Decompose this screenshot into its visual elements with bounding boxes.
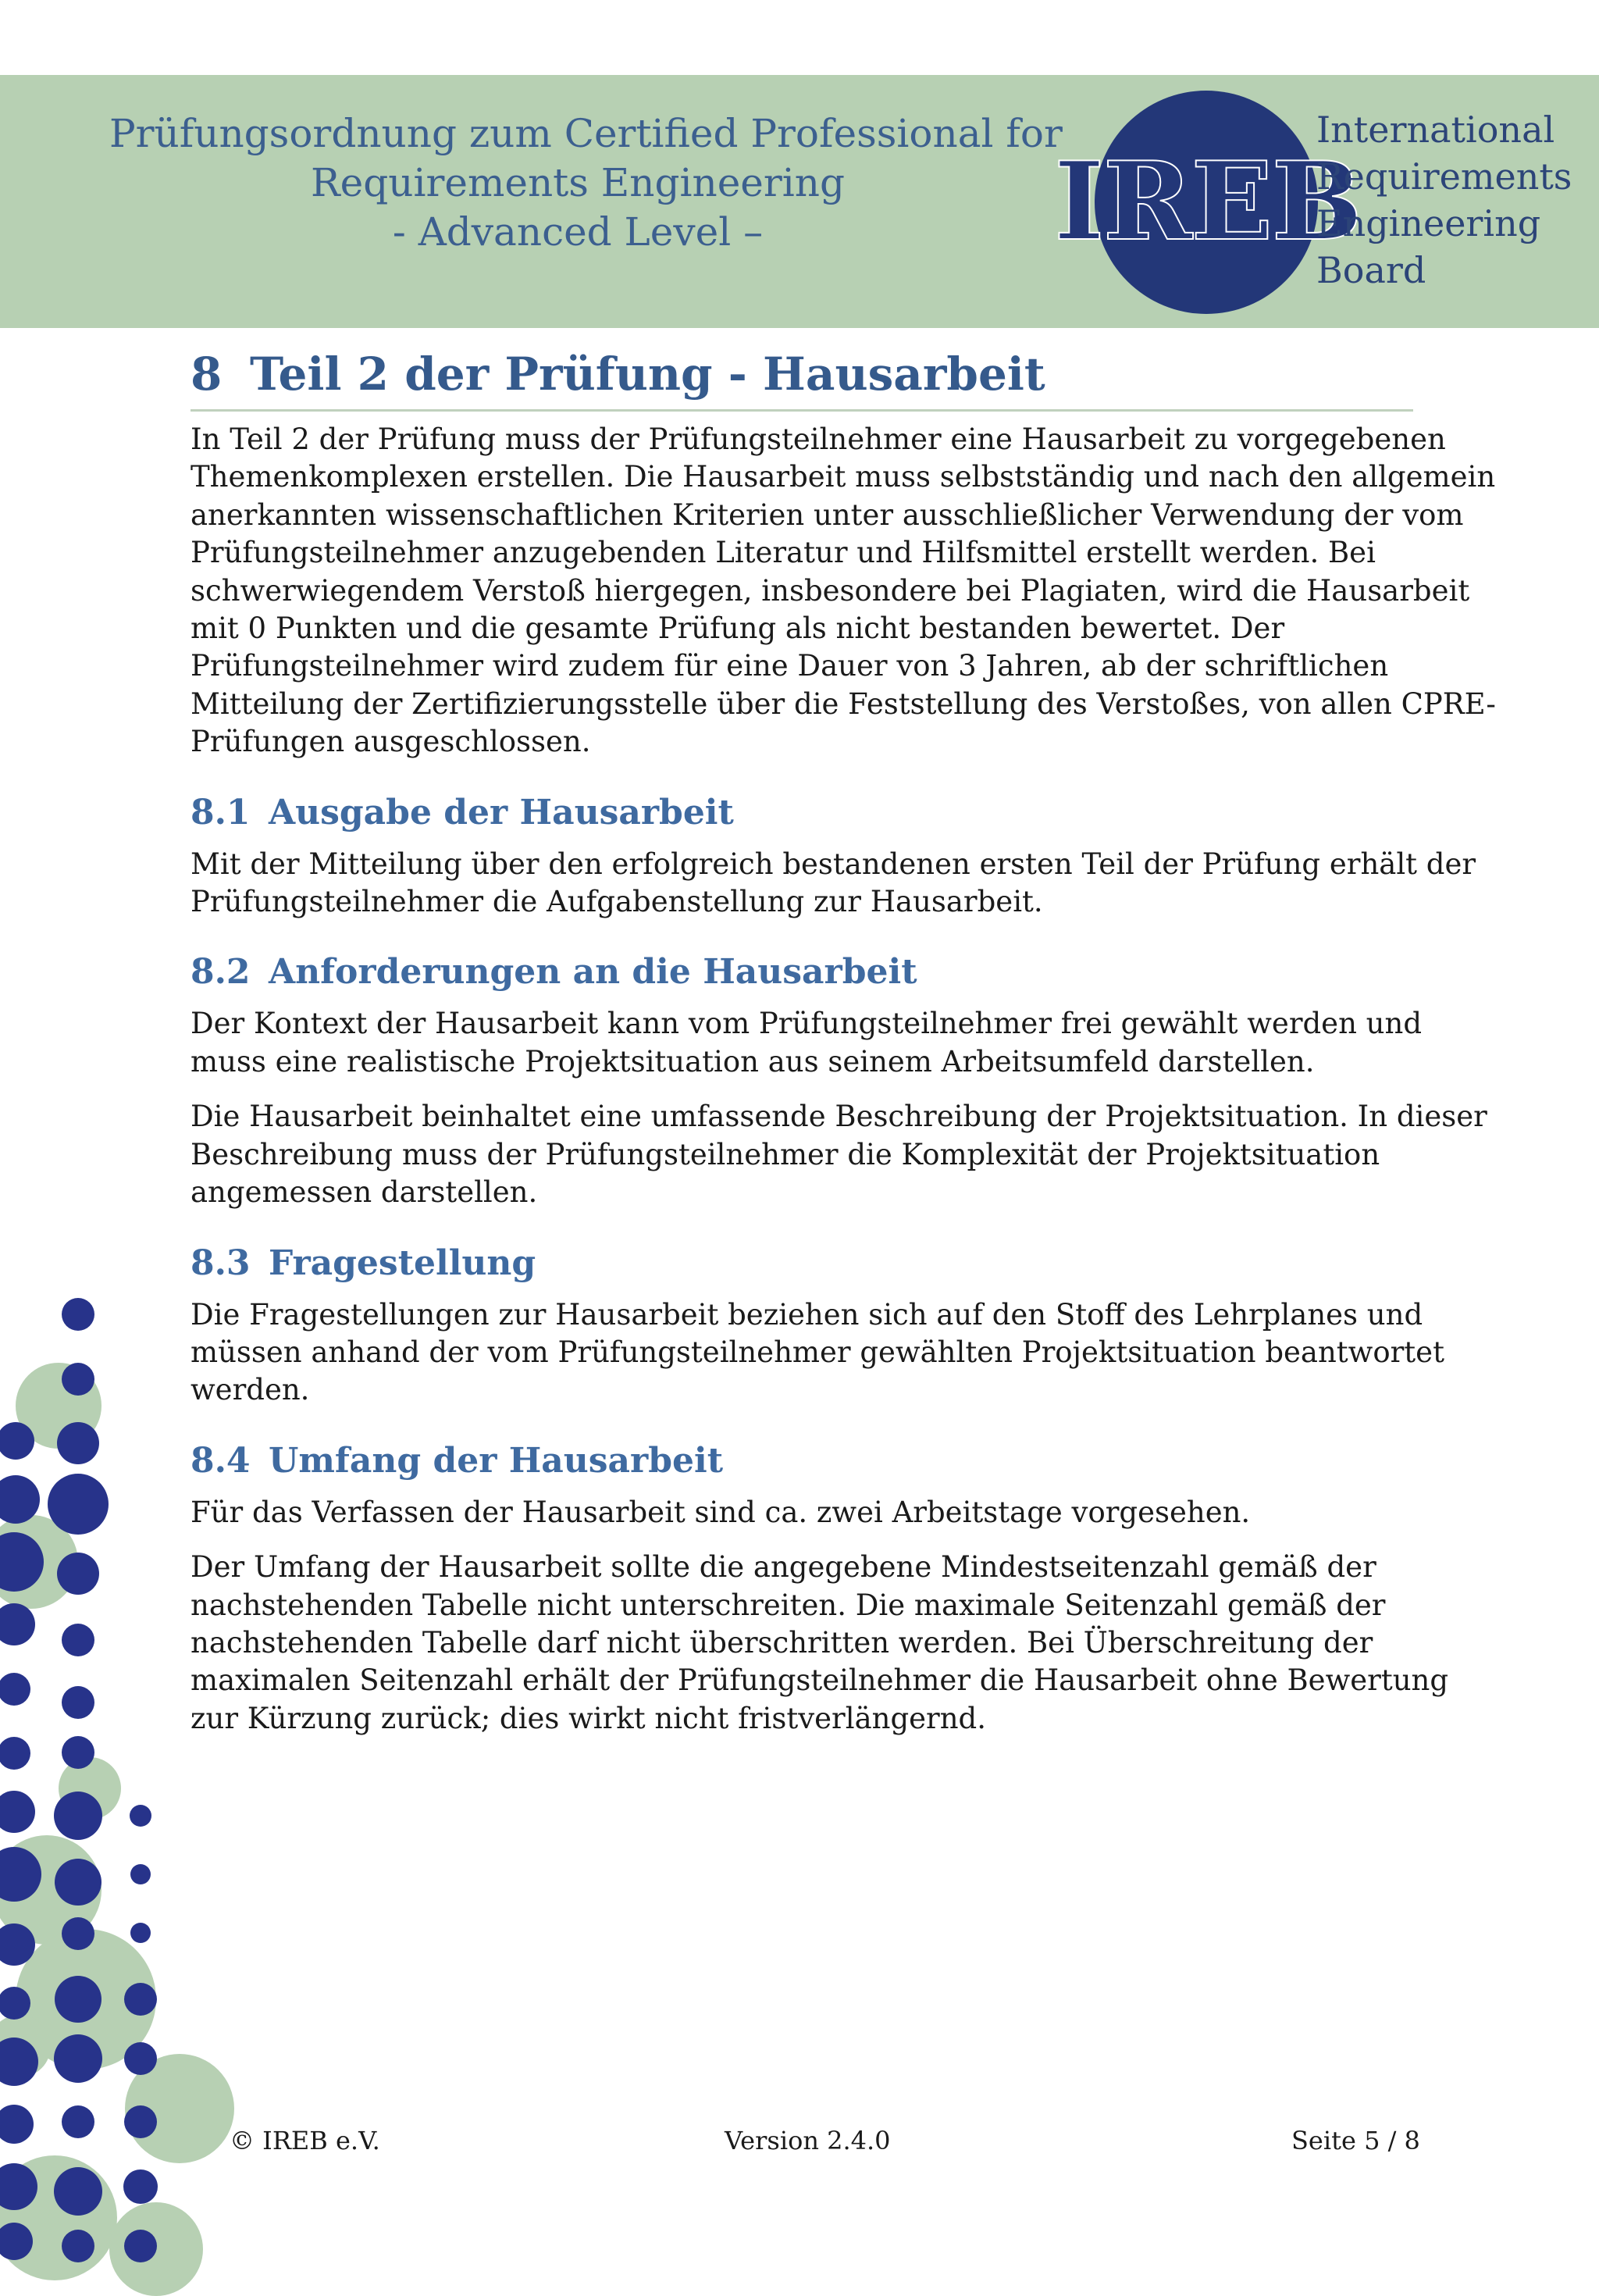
footer-copyright: © IREB e.V. [230, 2126, 380, 2155]
decorative-dot [57, 1553, 99, 1595]
decorative-dot [123, 2169, 158, 2204]
decorative-dot [55, 1976, 101, 2023]
section-title: Anforderungen an die Hausarbeit [269, 952, 917, 993]
text-line: angemessen darstellen. [191, 1175, 538, 1210]
header-title-line-2: Requirements Engineering [311, 160, 845, 205]
text-line: Prüfungen ausgeschlossen. [191, 725, 591, 759]
section-title: Umfang der Hausarbeit [269, 1440, 724, 1481]
decorative-dot [62, 2105, 94, 2138]
logo-text-line-2: Requirements [1316, 155, 1572, 198]
text-line: schwerwiegendem Verstoß hiergegen, insbesondere bei Plagiaten, wird die Hausarbeit [191, 573, 1470, 608]
section-number: 8.1 [191, 792, 251, 832]
decorative-dot [62, 1298, 94, 1331]
decorative-dot [62, 1686, 94, 1719]
section-paragraph [191, 1296, 1444, 1410]
logo-mark: IREB [1054, 137, 1362, 265]
header-title-line-3: - Advanced Level – [392, 209, 764, 255]
document-header-title [109, 109, 1063, 257]
ireb-logo [1046, 86, 1593, 320]
decorative-dot [130, 1805, 151, 1827]
decorative-dot [0, 2105, 34, 2144]
decorative-dot [55, 1859, 101, 1906]
decorative-dot [57, 1422, 99, 1464]
text-line: Prüfungsteilnehmer anzugebenden Literatur und Hilfsmittel erstellt werden. Bei [191, 536, 1376, 570]
text-line: muss eine realistische Projektsituation aus seinem Arbeitsumfeld darstellen. [191, 1044, 1315, 1078]
text-line: nachstehenden Tabelle darf nicht überschritten werden. Bei Überschreitung der [191, 1625, 1373, 1660]
text-line: müssen anhand der vom Prüfungsteilnehmer gewählten Projektsituation beantwortet [191, 1335, 1444, 1369]
text-line: anerkannten wissenschaftlichen Kriterien unter ausschließlicher Verwendung der vom [191, 497, 1464, 532]
section-heading-8-3 [191, 1242, 1413, 1285]
text-line: Beschreibung muss der Prüfungsteilnehmer die Komplexität der Projektsituation [191, 1137, 1380, 1171]
decorative-dot [130, 1923, 151, 1943]
logo-text-line-1: International [1316, 109, 1555, 151]
text-line: Der Umfang der Hausarbeit sollte die angegebene Mindestseitenzahl gemäß der [191, 1550, 1376, 1585]
text-line: nachstehenden Tabelle nicht unterschreiten. Die maximale Seitenzahl gemäß der [191, 1588, 1386, 1622]
chapter-heading [191, 347, 1413, 412]
section-number: 8.3 [191, 1242, 251, 1283]
section-number: 8.4 [191, 1440, 251, 1481]
main-content [191, 347, 1496, 1738]
decorative-dot [62, 2230, 94, 2262]
footer-version: Version 2.4.0 [725, 2126, 891, 2155]
section-paragraph [191, 1494, 1413, 1531]
section-paragraph [191, 1549, 1449, 1738]
decorative-dot [62, 1624, 94, 1656]
section-heading-8-4 [191, 1439, 1413, 1483]
decorative-dot [54, 1792, 102, 1840]
section-number: 8.2 [191, 952, 251, 993]
decorative-dot [62, 1363, 94, 1396]
decorative-dot [0, 1603, 35, 1645]
text-line: Prüfungsteilnehmer die Aufgabenstellung zur Hausarbeit. [191, 885, 1043, 919]
decorative-dot [124, 1983, 157, 2016]
decorative-dot [124, 2042, 157, 2075]
section-heading-8-1 [191, 791, 1413, 835]
footer-page-number: Seite 5 / 8 [1291, 2126, 1420, 2155]
decorative-dot [54, 2034, 102, 2083]
text-line: Die Fragestellungen zur Hausarbeit beziehen sich auf den Stoff des Lehrplanes und [191, 1297, 1423, 1332]
decorative-dot [54, 2167, 102, 2216]
decorative-dot [0, 1422, 34, 1460]
text-line: Prüfungsteilnehmer wird zudem für eine Dauer von 3 Jahren, ab der schriftlichen [191, 649, 1389, 683]
text-line: In Teil 2 der Prüfung muss der Prüfungsteilnehmer eine Hausarbeit zu vorgegebenen [191, 422, 1446, 456]
decorative-dot [130, 1864, 151, 1884]
section-paragraph [191, 1098, 1487, 1211]
logo-text [1316, 106, 1597, 294]
decorative-dot [0, 1673, 30, 1706]
logo-text-line-4: Board [1316, 249, 1426, 291]
chapter-title: Teil 2 der Prüfung - Hausarbeit [250, 348, 1045, 401]
section-title: Fragestellung [269, 1242, 536, 1283]
text-line: Der Kontext der Hausarbeit kann vom Prüfungsteilnehmer frei gewählt werden und [191, 1007, 1423, 1041]
text-line: Die Hausarbeit beinhaltet eine umfassende Beschreibung der Projektsituation. In dieser [191, 1100, 1487, 1134]
text-line: Mit der Mitteilung über den erfolgreich bestandenen ersten Teil der Prüfung erhält der [191, 847, 1476, 881]
decorative-dot [0, 1791, 35, 1833]
decorative-dot [124, 2230, 157, 2262]
section-paragraph [191, 846, 1476, 922]
section-title: Ausgabe der Hausarbeit [269, 792, 734, 832]
section-paragraph [191, 1005, 1423, 1081]
header-title-line-1: Prüfungsordnung zum Certified Professional for [109, 111, 1063, 156]
text-line: zur Kürzung zurück; dies wirkt nicht fristverlängernd. [191, 1701, 986, 1735]
decorative-dot [124, 2105, 157, 2138]
text-line: Mitteilung der Zertifizierungsstelle über die Feststellung des Verstoßes, von allen CPRE- [191, 686, 1496, 721]
section-heading-8-2 [191, 950, 1413, 994]
chapter-intro-paragraph [191, 421, 1496, 761]
chapter-number: 8 [191, 348, 223, 401]
logo-text-line-3: Engineering [1316, 202, 1541, 244]
text-line: Für das Verfassen der Hausarbeit sind ca. zwei Arbeitstage vorgesehen. [191, 1495, 1251, 1529]
text-line: werden. [191, 1373, 310, 1407]
decorative-dot [62, 1736, 94, 1769]
text-line: maximalen Seitenzahl erhält der Prüfungsteilnehmer die Hausarbeit ohne Bewertung [191, 1663, 1449, 1698]
decorative-dot [48, 1474, 109, 1535]
text-line: mit 0 Punkten und die gesamte Prüfung als nicht bestanden bewertet. Der [191, 611, 1285, 646]
text-line: Themenkomplexen erstellen. Die Hausarbeit muss selbstständig und nach den allgemein [191, 460, 1496, 494]
decorative-dot [62, 1917, 94, 1950]
decorative-dot [0, 1737, 30, 1770]
